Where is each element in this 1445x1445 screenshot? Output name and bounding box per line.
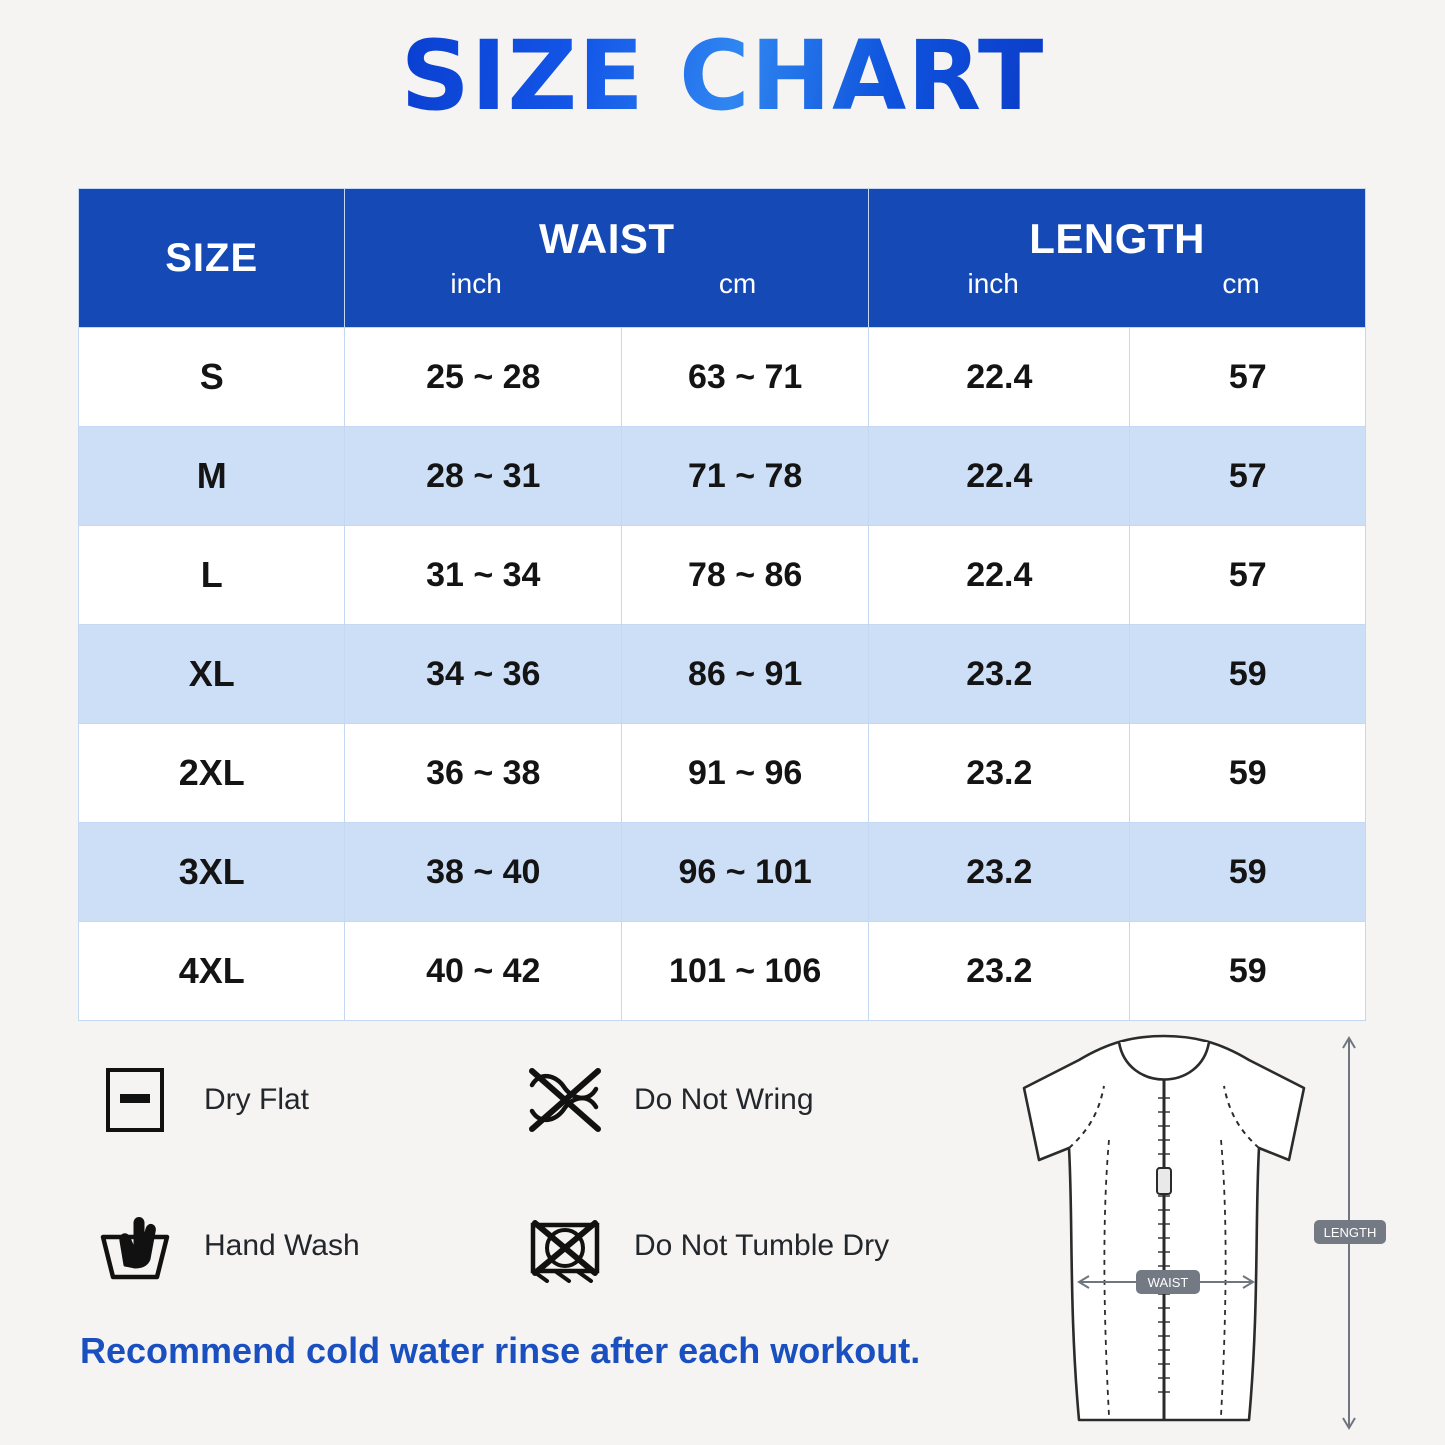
length-tag-label: LENGTH	[1323, 1225, 1377, 1240]
size-table-container	[78, 188, 1366, 1021]
length-tag	[1314, 1220, 1386, 1244]
waist-tag-label: WAIST	[1147, 1275, 1189, 1290]
care-label-do-not-wring: Do Not Wring	[634, 1083, 814, 1116]
cell-length-cm: 59	[1130, 724, 1366, 823]
waist-tag	[1136, 1270, 1200, 1294]
cell-size: M	[79, 427, 345, 526]
cell-size: 4XL	[79, 922, 345, 1021]
cell-size: L	[79, 526, 345, 625]
do-not-wring-icon	[518, 1058, 612, 1142]
table-row	[79, 625, 1366, 724]
cell-waist-inch: 31 ~ 34	[345, 526, 622, 625]
cell-size: XL	[79, 625, 345, 724]
care-label-dry-flat: Dry Flat	[204, 1083, 309, 1116]
do-not-tumble-dry-icon	[518, 1204, 612, 1288]
recommendation-text: Recommend cold water rinse after each workout.	[80, 1330, 921, 1371]
care-row-1	[88, 1058, 948, 1142]
care-instructions	[88, 1058, 948, 1350]
care-label-hand-wash: Hand Wash	[204, 1229, 360, 1262]
length-unit-cm: cm	[1222, 268, 1260, 299]
cell-waist-cm: 101 ~ 106	[622, 922, 869, 1021]
cell-length-inch: 22.4	[869, 526, 1130, 625]
care-item-do-not-tumble-dry	[518, 1204, 948, 1288]
cell-waist-inch: 28 ~ 31	[345, 427, 622, 526]
cell-size: 2XL	[79, 724, 345, 823]
cell-waist-cm: 63 ~ 71	[622, 328, 869, 427]
length-unit-inch: inch	[967, 268, 1019, 299]
care-row-2	[88, 1204, 948, 1288]
column-header-size: SIZE	[79, 189, 345, 328]
table-row	[79, 724, 1366, 823]
length-group-label: LENGTH	[1029, 215, 1205, 262]
table-row	[79, 328, 1366, 427]
cell-waist-inch: 38 ~ 40	[345, 823, 622, 922]
cell-waist-cm: 86 ~ 91	[622, 625, 869, 724]
waist-group-label: WAIST	[539, 215, 675, 262]
cell-length-inch: 23.2	[869, 625, 1130, 724]
cell-waist-inch: 34 ~ 36	[345, 625, 622, 724]
waist-unit-inch: inch	[450, 268, 502, 299]
column-header-waist	[345, 189, 869, 328]
page-title: SIZE CHART	[400, 20, 1045, 132]
cell-size: 3XL	[79, 823, 345, 922]
cell-waist-inch: 25 ~ 28	[345, 328, 622, 427]
cell-waist-cm: 71 ~ 78	[622, 427, 869, 526]
care-item-do-not-wring	[518, 1058, 948, 1142]
column-header-length	[869, 189, 1366, 328]
cell-waist-cm: 91 ~ 96	[622, 724, 869, 823]
cell-length-inch: 22.4	[869, 328, 1130, 427]
table-row	[79, 823, 1366, 922]
cell-waist-cm: 78 ~ 86	[622, 526, 869, 625]
cell-length-inch: 23.2	[869, 922, 1130, 1021]
cell-length-inch: 22.4	[869, 427, 1130, 526]
cell-waist-cm: 96 ~ 101	[622, 823, 869, 922]
cell-length-cm: 59	[1130, 922, 1366, 1021]
table-body	[79, 328, 1366, 1021]
cell-waist-inch: 40 ~ 42	[345, 922, 622, 1021]
hand-wash-icon	[88, 1204, 182, 1288]
table-row	[79, 526, 1366, 625]
waist-units-row	[345, 270, 868, 298]
care-item-hand-wash	[88, 1204, 518, 1288]
table-header-row	[79, 189, 1366, 328]
table-row	[79, 922, 1366, 1021]
care-label-do-not-tumble-dry: Do Not Tumble Dry	[634, 1229, 890, 1262]
cell-length-cm: 57	[1130, 427, 1366, 526]
size-table	[78, 188, 1366, 1021]
table-row	[79, 427, 1366, 526]
cell-length-cm: 59	[1130, 625, 1366, 724]
cell-length-cm: 57	[1130, 526, 1366, 625]
cell-length-inch: 23.2	[869, 823, 1130, 922]
dry-flat-icon	[88, 1058, 182, 1142]
title-container	[0, 0, 1445, 132]
cell-length-inch: 23.2	[869, 724, 1130, 823]
cell-length-cm: 59	[1130, 823, 1366, 922]
cell-waist-inch: 36 ~ 38	[345, 724, 622, 823]
garment-illustration	[959, 1020, 1389, 1440]
table-head	[79, 189, 1366, 328]
care-item-dry-flat	[88, 1058, 518, 1142]
cell-length-cm: 57	[1130, 328, 1366, 427]
cell-size: S	[79, 328, 345, 427]
waist-unit-cm: cm	[718, 268, 757, 299]
length-units-row	[869, 270, 1365, 298]
